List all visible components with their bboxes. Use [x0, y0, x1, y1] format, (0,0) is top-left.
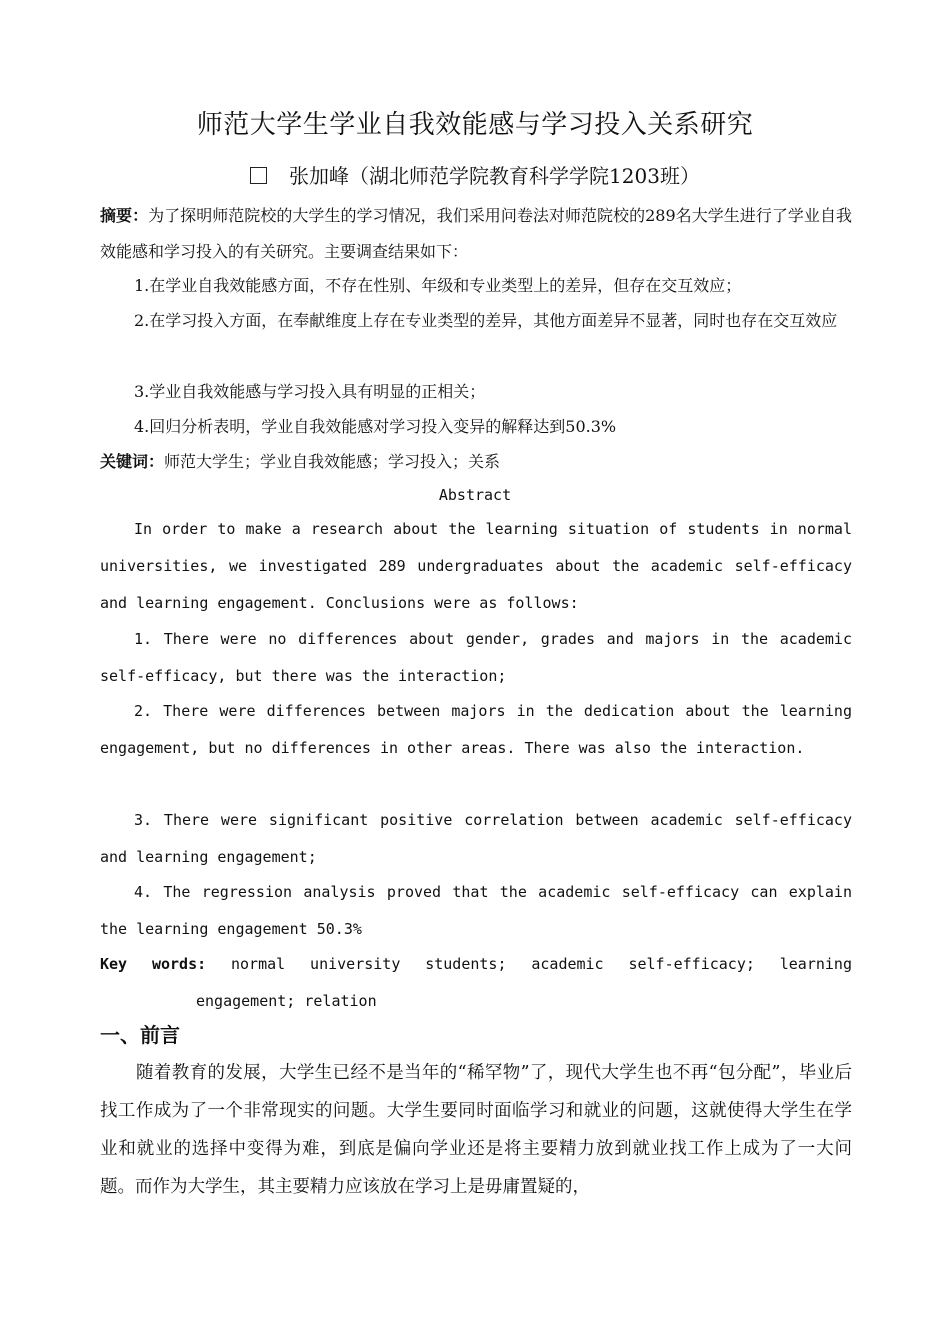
- section-preface-paragraph: 随着教育的发展，大学生已经不是当年的“稀罕物”了，现代大学生也不再“包分配”，毕业后找工作成为了一个非常现实的问题。大学生要同时面临学习和就业的问题，这就使得大学生在学业和就业的选择中变得为难，到底是偏向学业还是将主要精力放到就业找工作上成为了一大问题。而作为大学生，其主要精力应该放在学习上是毋庸置疑的，: [100, 1063, 852, 1197]
- abstract-cn-item-2: 2.在学习投入方面，在奉献维度上存在专业类型的差异，其他方面差异不显著，同时也存在交互效应: [134, 311, 838, 330]
- section-heading-preface: 一、前言: [100, 1023, 180, 1047]
- abstract-cn-intro-text: 为了探明师范院校的大学生的学习情况，我们采用问卷法对师范院校的289名大学生进行了学业自我效能感和学习投入的有关研究。主要调查结果如下：: [100, 206, 852, 261]
- keywords-en-line1-text: normal university students; academic self-efficacy; learning: [231, 955, 852, 973]
- author-line: [0, 160, 950, 192]
- abstract-en-item-3: 3. There were significant positive correlation between academic self-efficacy and learning engagement;: [100, 811, 852, 866]
- keywords-cn: [100, 444, 852, 480]
- abstract-cn-item-3: 3.学业自我效能感与学习投入具有明显的正相关；: [134, 382, 486, 401]
- checkbox-square-icon: [250, 167, 267, 184]
- abstract-en-heading: Abstract: [438, 486, 512, 504]
- paper-title: 师范大学生学业自我效能感与学习投入关系研究: [196, 110, 754, 140]
- abstract-cn-item-4: 4.回归分析表明，学业自我效能感对学习投入变异的解释达到50.3%: [134, 417, 617, 436]
- keywords-cn-text: 师范大学生；学业自我效能感；学习投入；关系: [164, 452, 501, 471]
- abstract-en-item-2: 2. There were differences between majors in the dedication about the learning engagement, but no differences in other areas. There was also the interaction.: [100, 702, 852, 757]
- abstract-en-item-1: 1. There were no differences about gender, grades and majors in the academic self-efficacy, but there was the interaction;: [100, 630, 852, 685]
- keywords-en-label: Key words:: [100, 955, 207, 973]
- author-text: 张加峰（湖北师范学院教育科学学院1203班）: [289, 164, 700, 188]
- keywords-cn-label: 关键词：: [100, 452, 165, 471]
- abstract-cn-item-1: 1.在学业自我效能感方面，不存在性别、年级和专业类型上的差异，但存在交互效应；: [134, 276, 742, 295]
- abstract-en-intro: In order to make a research about the learning situation of students in normal universities, we investigated 289 undergraduates about the academic self-efficacy and learning engagement. Conclusions were as follows:: [100, 520, 852, 612]
- abstract-en-item-4: 4. The regression analysis proved that the academic self-efficacy can explain the learning engagement 50.3%: [100, 883, 852, 938]
- abstract-cn-label: 摘要：: [100, 206, 149, 225]
- keywords-en-line1: [100, 946, 852, 983]
- keywords-en-line2: engagement; relation: [196, 992, 377, 1010]
- abstract-cn-intro: [100, 198, 852, 270]
